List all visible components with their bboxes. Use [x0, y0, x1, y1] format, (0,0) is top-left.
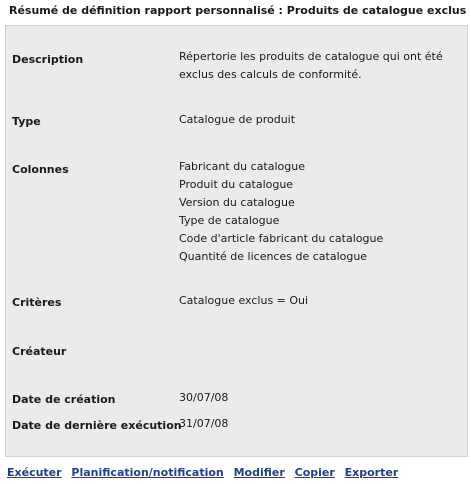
last-run-value: 31/07/08 [179, 417, 229, 430]
copy-link[interactable]: Copier [294, 466, 335, 479]
description-value [179, 48, 443, 84]
page-title: Résumé de définition rapport personnalisé : Produits de catalogue exclus [9, 4, 467, 17]
run-link[interactable]: Exécuter [7, 466, 62, 479]
description-label: Description [12, 53, 84, 66]
description-line: Répertorie les produits de catalogue qui ont été [179, 50, 443, 63]
type-value: Catalogue de produit [179, 113, 296, 126]
criteria-label: Critères [12, 296, 62, 309]
action-links [7, 466, 404, 479]
columns-label: Colonnes [12, 163, 69, 176]
created-date-label: Date de création [12, 393, 116, 406]
column-item: Type de catalogue [179, 214, 280, 227]
description-line: exclus des calculs de conformité. [179, 68, 362, 81]
type-label: Type [12, 115, 41, 128]
column-item: Code d'article fabricant du catalogue [179, 232, 384, 245]
edit-link[interactable]: Modifier [233, 466, 285, 479]
export-link[interactable]: Exporter [344, 466, 399, 479]
column-item: Fabricant du catalogue [179, 160, 305, 173]
column-item: Produit du catalogue [179, 178, 294, 191]
columns-list [179, 158, 383, 266]
schedule-notification-link[interactable]: Planification/notification [71, 466, 224, 479]
criteria-value: Catalogue exclus = Oui [179, 294, 309, 307]
column-item: Version du catalogue [179, 196, 295, 209]
column-item: Quantité de licences de catalogue [179, 250, 368, 263]
created-date-value: 30/07/08 [179, 391, 229, 404]
last-run-label: Date de dernière exécution [12, 419, 182, 432]
report-summary-panel [5, 25, 468, 457]
creator-label: Créateur [12, 345, 67, 358]
